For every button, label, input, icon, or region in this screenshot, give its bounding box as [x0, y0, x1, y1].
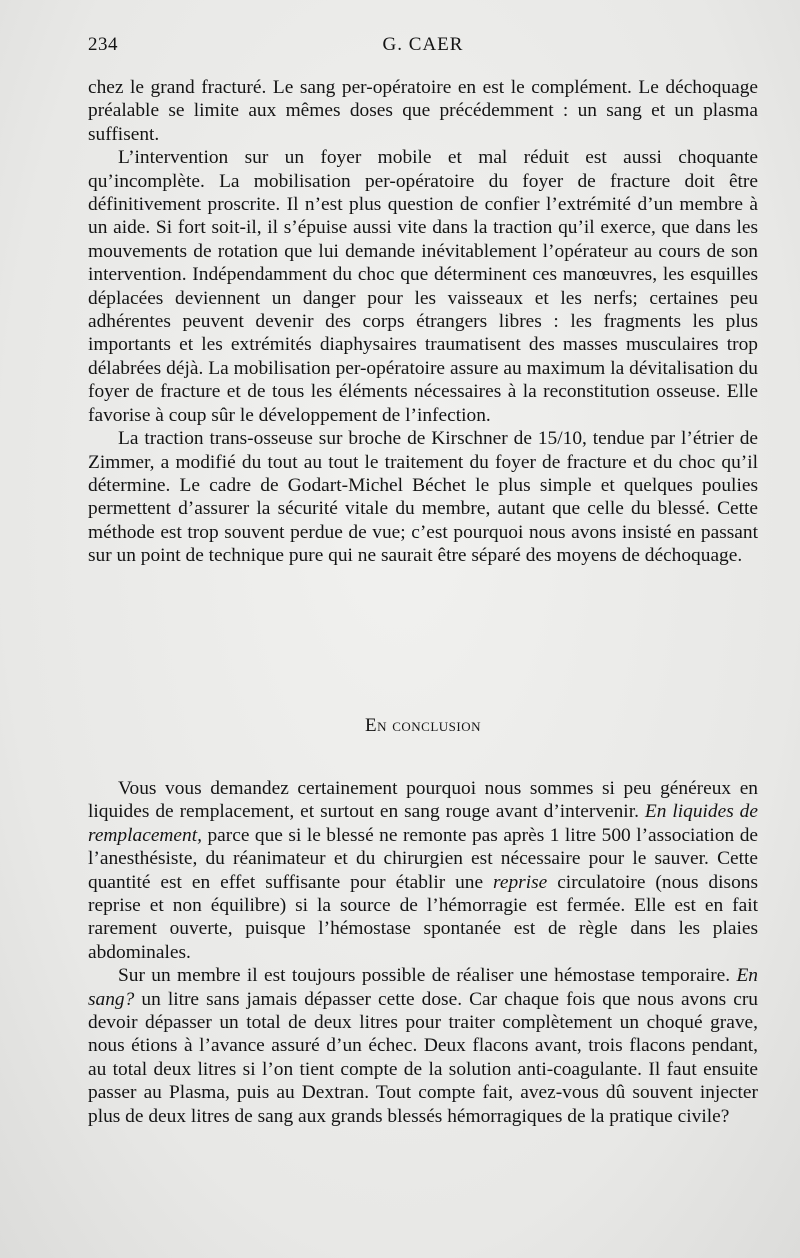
p4-emphasis-2: reprise: [493, 871, 548, 893]
p4-text-a: Vous vous demandez certainement pourquoi nous sommes si peu généreux en liquides de remplacement, et surtout en sang rouge avant d’intervenir.: [88, 778, 758, 823]
paragraph-4: [88, 777, 758, 964]
p5-text-a: Sur un membre il est toujours possible de réaliser une hémostase temporaire.: [118, 965, 737, 987]
p5-text-b: un litre sans jamais dépasser cette dose. Car chaque fois que nous avons cru devoir dépasser un total de deux litres pour traiter complètement un choqué grave, nous étions à l’avance assuré d’un échec. Deux flacons avant, trois flacons pendant, au total deux litres si l’on tient compte de la solution anti-coagulante. Il faut ensuite passer au Plasma, puis au Dextran. Tout compte fait, avez-vous dû souvent injecter plus de deux litres de sang aux grands blessés hémorragiques de la pratique civile?: [88, 988, 758, 1127]
text-block-lower: [88, 777, 758, 1128]
p4-text-c: circulatoire (nous disons reprise et non équilibre) si la source de l’hémorragie est fermée. Elle est en fait rarement ouverte, puisque l’hémostase spontanée est de règle dans les plaies abdominales.: [88, 871, 758, 963]
paragraph-3: La traction trans-osseuse sur broche de Kirschner de 15/10, tendue par l’étrier de Zimmer, a modifié du tout au tout le traitement du foyer de fracture et du choc qu’il détermine. Le cadre de Godart-Michel Béchet le plus simple et quelques poulies permettent d’assurer la sécurité vitale du membre, autant que celle du blessé. Cette méthode est trop souvent perdue de vue; c’est pourquoi nous avons insisté en passant sur un point de technique pure qui ne saurait être séparé des moyens de déchoquage.: [88, 428, 758, 567]
section-heading-initial: E: [364, 715, 378, 736]
p5-emphasis: En sang?: [88, 965, 758, 1010]
section-heading: [88, 715, 758, 737]
running-head-author: G. CAER: [382, 34, 464, 55]
paragraph-2: L’intervention sur un foyer mobile et mal réduit est aussi choquante qu’incomplète. La mobilisation per-opératoire du foyer de fracture doit être définitivement proscrite. Il n’est plus question de confier l’extrémité d’un membre à un aide. Si fort soit-il, il s’épuise aussi vite dans la traction qu’il exerce, que dans les mouvements de rotation que lui demande inévitablement l’opérateur au cours de son intervention. Indépendamment du choc que déterminent ces manœuvres, les esquilles déplacées deviennent un danger pour les vaisseaux et les nerfs; certaines peu adhérentes peuvent devenir des corps étrangers libres : les fragments les plus importants et les extrémités diaphysaires traumatisent des masses musculaires trop délabrées déjà. La mobilisation per-opératoire assure au maximum la dévitalisation du foyer de fracture et de tous les éléments nécessaires à la reconstitution osseuse. Elle favorise à coup sûr le développement de l’infection.: [88, 147, 758, 426]
p4-text-b: parce que si le blessé ne remonte pas après 1 litre 500 l’association de l’anesthésiste, du réanimateur et du chirurgien est nécessaire pour le sauver. Cette quantité est en effet suffisante pour établir une: [88, 824, 758, 893]
running-head: [88, 34, 758, 60]
section-heading-rest: n conclusion: [377, 715, 482, 736]
page-number: 234: [88, 34, 118, 55]
text-block-upper: [88, 76, 758, 568]
paragraph-1: chez le grand fracturé. Le sang per-opératoire en est le complément. Le déchoquage préalable se limite aux mêmes doses que précédemment : un sang et un plasma suffisent.: [88, 77, 758, 145]
p4-emphasis-1: En liquides de remplacement,: [88, 801, 758, 846]
paragraph-5: [88, 964, 758, 1128]
